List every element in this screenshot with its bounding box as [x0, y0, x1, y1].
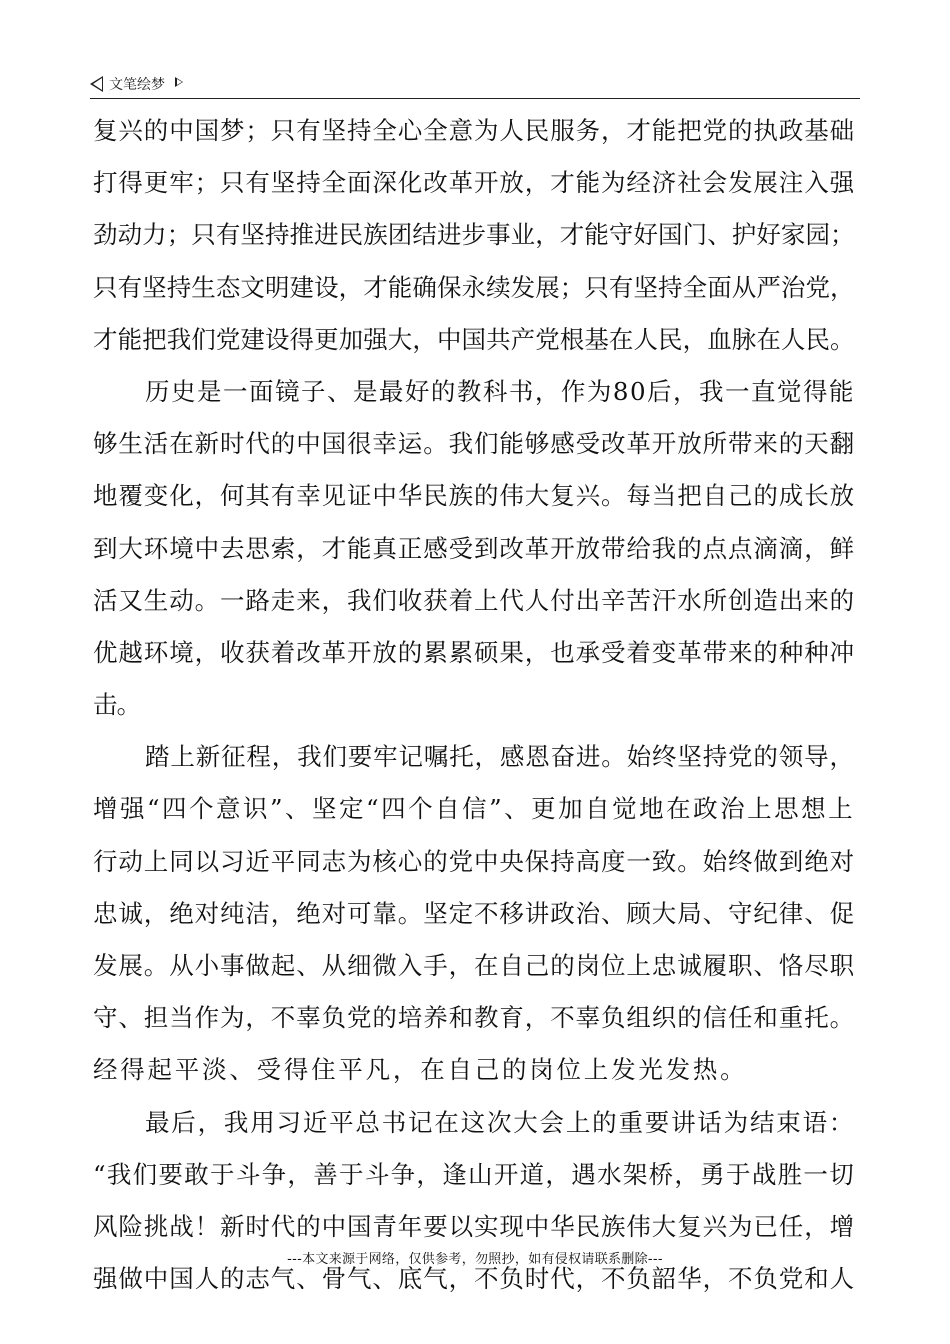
footer-disclaimer: ---本文来源于网络，仅供参考，勿照抄，如有侵权请联系删除---	[287, 1252, 663, 1267]
text-line: 够生活在新时代的中国很幸运。我们能够感受改革开放所带来的天翻	[93, 429, 855, 459]
text-line: 打得更牢；只有坚持全面深化改革开放，才能为经济社会发展注入强	[93, 168, 855, 198]
text-line: 历史是一面镜子、是最好的教科书，作为80后，我一直觉得能	[145, 376, 855, 406]
text-line: 踏上新征程，我们要牢记嘱托，感恩奋进。始终坚持党的领导，	[145, 742, 855, 772]
text-line: 经得起平淡、受得住平凡，在自己的岗位上发光发热。	[93, 1055, 748, 1085]
text-line: 到大环境中去思索，才能真正感受到改革开放带给我的点点滴滴，鲜	[93, 533, 855, 563]
text-line: 最后，我用习近平总书记在这次大会上的重要讲话为结束语：	[145, 1107, 856, 1137]
right-triangle-icon	[175, 77, 183, 87]
text-line: 劲动力；只有坚持推进民族团结进步事业，才能守好国门、护好家园；	[93, 220, 855, 250]
document-body	[93, 105, 863, 1305]
text-line: 忠诚，绝对纯洁，绝对可靠。坚定不移讲政治、顾大局、守纪律、促	[93, 898, 855, 928]
text-line: 复兴的中国梦；只有坚持全心全意为人民服务，才能把党的执政基础	[93, 116, 855, 145]
text-line: 只有坚持生态文明建设，才能确保永续发展；只有坚持全面从严治党，	[93, 272, 855, 302]
text-line: 风险挑战！新时代的中国青年要以实现中华民族伟大复兴为已任，增	[93, 1211, 855, 1241]
text-line: 发展。从小事做起、从细微入手，在自己的岗位上忠诚履职、恪尽职	[93, 951, 855, 980]
text-line: 行动上同以习近平同志为核心的党中央保持高度一致。始终做到绝对	[93, 846, 855, 876]
text-line: “我们要敢于斗争，善于斗争，逢山开道，遇水架桥，勇于战胜一切	[93, 1159, 856, 1189]
text-line: 击。	[93, 690, 141, 720]
text-line: 活又生动。一路走来，我们收获着上代人付出辛苦汗水所创造出来的	[93, 585, 855, 615]
page-header	[90, 70, 860, 99]
text-line: 守、担当作为，不辜负党的培养和教育，不辜负组织的信任和重托。	[93, 1003, 855, 1033]
text-line: 优越环境，收获着改革开放的累累硕果，也承受着变革带来的种种冲	[93, 637, 855, 667]
text-line: 增强“四个意识”、坚定“四个自信”、更加自觉地在政治上思想上	[93, 794, 856, 824]
left-triangle-icon	[90, 76, 103, 92]
text-line: 强做中国人的志气、骨气、底气，不负时代，不负韶华，不负党和人	[93, 1264, 855, 1294]
text-line: 才能把我们党建设得更加强大，中国共产党根基在人民，血脉在人民。	[93, 324, 855, 354]
header-title: 文笔绘梦	[109, 77, 165, 93]
header-brand	[90, 74, 183, 94]
text-line: 地覆变化，何其有幸见证中华民族的伟大复兴。每当把自己的成长放	[93, 481, 855, 511]
